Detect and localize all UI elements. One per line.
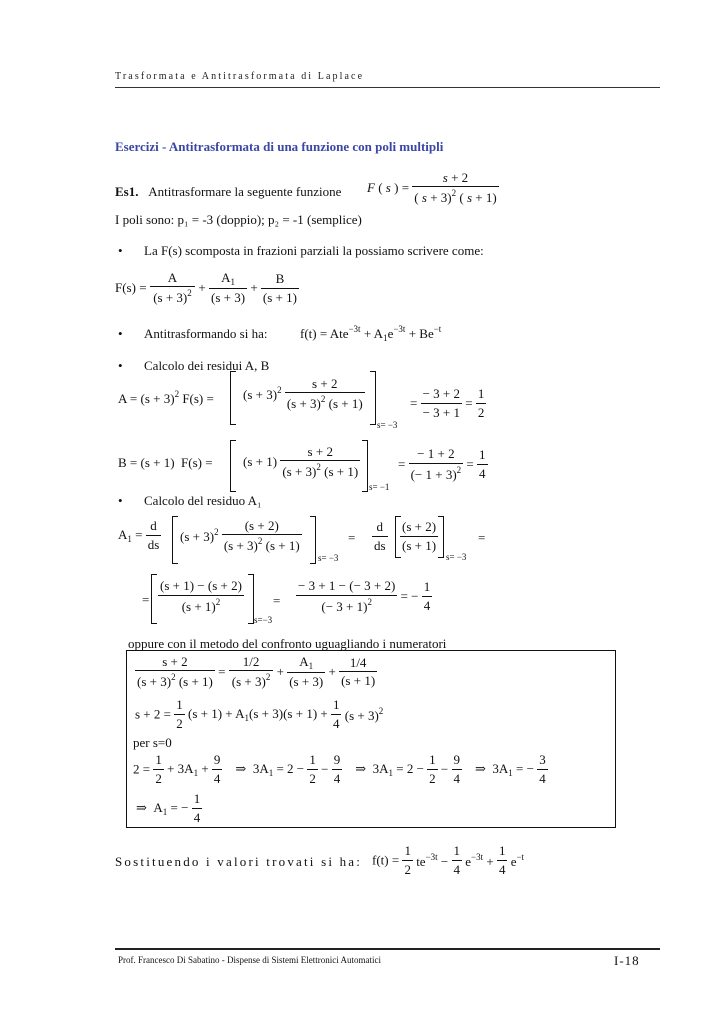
equals-sign: = <box>273 593 281 608</box>
numerator-equation: s + 2 = $\frac{1}{2}$ $(s + 1) + A_1(s + 3)(s + 1)$ + $\frac{1}{4}$ $(s + 3)^2$ <box>135 697 384 731</box>
residue-A-inner: $(s + 3)^2$ $\frac{s + 2}{(s + 3)^2 (s + 1)}$ <box>243 376 363 411</box>
eval-point: s= −3 <box>446 552 467 562</box>
final-result: f(t) = $\frac{1}{2}$ $te^{-3t}$ − $\frac{1}{4}$ $e^{-3t}$ + $\frac{1}{4}$ $e^{-t}$ <box>372 843 525 877</box>
header-rule <box>115 87 660 88</box>
residue-A-expr: $A = (s + 3)^2$ F(s) = <box>118 389 214 406</box>
per-s0: per s=0 <box>133 735 172 750</box>
quotient-rule: $\frac{(s + 1) - (s + 2)}{(s + 1)^2}$ <box>160 578 242 614</box>
bracket-right <box>438 516 444 558</box>
residue-A-value: = $\frac{- 3 + 2}{- 3 + 1}$ = $\frac{1}{2}$ <box>410 386 485 420</box>
bracket-right <box>310 516 316 564</box>
residue-B-expr: B = (s + 1) F(s) = <box>118 455 213 470</box>
bracket-left <box>172 516 178 564</box>
equals-sign: = <box>348 530 356 545</box>
running-header: Trasformata e Antitrasformata di Laplace <box>115 71 365 82</box>
bracket-left <box>230 440 236 492</box>
substitution-equation: 2 = $\frac{1}{2}$ + $3A_1$ + $\frac{9}{4}$ ⇒ $3A_1 = 2$ − $\frac{1}{2}$ − $\frac{9}{4}$ ⇒ $3A_1 = 2$ − $\frac{1}{2}$ − $\frac{9}{4}$ ⇒ $3A_1$ = − $\frac{3}{4}$ <box>133 752 546 786</box>
eval-point: s= −3 <box>377 420 398 430</box>
eval-point: s=−3 <box>254 615 273 625</box>
derivative-fraction: $\frac{(s + 2)}{(s + 1)}$ <box>402 519 437 553</box>
bracket-left <box>151 574 157 624</box>
page-number: I-18 <box>614 953 640 968</box>
exercise-statement <box>115 184 341 200</box>
bullet-glyph: • <box>118 243 123 258</box>
partial-fraction-expansion: F(s) = $\frac{A}{(s + 3)^2}$ + $\frac{A_1}{(s + 3)}$ + $\frac{B}{(s + 1)}$ <box>115 270 297 305</box>
final-text: Sostituendo i valori trovati si ha: <box>115 854 363 869</box>
footer-rule <box>115 948 660 950</box>
given-function: F ( s ) = $\frac{s + 2}{( s + 3)^2 ( s + 1)}$ <box>367 170 497 205</box>
bullet-glyph: • <box>118 326 123 341</box>
exercise-text: Antitrasformare la seguente funzione <box>148 184 342 199</box>
bracket-right <box>370 371 376 425</box>
section-title: Esercizi - Antitrasformata di una funzione con poli multipli <box>115 139 444 154</box>
equals-sign: = <box>142 592 150 607</box>
residue-A1-inner: $(s + 3)^2$ $\frac{(s + 2)}{(s + 3)^2 (s + 1)}$ <box>180 518 300 553</box>
bullet-residue-A1: Calcolo del residuo A₁ <box>144 493 262 508</box>
bullet-glyph: • <box>118 358 123 373</box>
equals-sign: = <box>478 530 486 545</box>
bullet-residues: Calcolo dei residui A, B <box>144 358 270 373</box>
confronto-text: oppure con il metodo del confronto uguagliando i numeratori <box>128 636 447 651</box>
bullet-glyph: • <box>118 493 123 508</box>
footer-text: Prof. Francesco Di Sabatino - Dispense di Sistemi Elettronici Automatici <box>118 955 381 965</box>
exercise-label: Es1. <box>115 184 139 199</box>
bullet-inverse: Antitrasformando si ha: <box>144 326 268 341</box>
bracket-right <box>362 440 368 492</box>
residue-A1-expr: $A_1$ = $\frac{d}{ds}$ <box>118 518 160 552</box>
time-domain-form: $f(t) = Ate^{-3t} + A_1e^{-3t} + Be^{-t}$ <box>300 324 442 343</box>
poles-line: I poli sono: p₁ = -3 (doppio); p₂ = -1 (semplice) <box>115 212 362 227</box>
eval-point: s= −1 <box>369 482 390 492</box>
A1-result: ⇒ $A_1$ = − $\frac{1}{4}$ <box>136 791 201 825</box>
bracket-left <box>230 371 236 425</box>
residue-B-inner: (s + 1) $\frac{s + 2}{(s + 3)^2 (s + 1)}$ <box>243 444 359 479</box>
bullet-partial-fractions: La F(s) scomposta in frazioni parziali la possiamo scrivere come: <box>144 243 484 258</box>
identity-equation: $\frac{s + 2}{(s + 3)^2 (s + 1)}$ = $\frac{1/2}{(s + 3)^2}$ + $\frac{A_1}{(s + 3)}$ + $\frac{1/4}{(s + 1)}$ <box>137 654 376 689</box>
residue-A1-value: $\frac{- 3 + 1 - (- 3 + 2)}{(- 3 + 1)^2}$ = − $\frac{1}{4}$ <box>298 578 431 614</box>
eval-point: s= −3 <box>318 553 339 563</box>
derivative-simplified: $\frac{d}{ds}$ <box>374 519 386 553</box>
residue-B-value: = $\frac{- 1 + 2}{(- 1 + 3)^2}$ = $\frac{1}{4}$ <box>398 446 486 482</box>
